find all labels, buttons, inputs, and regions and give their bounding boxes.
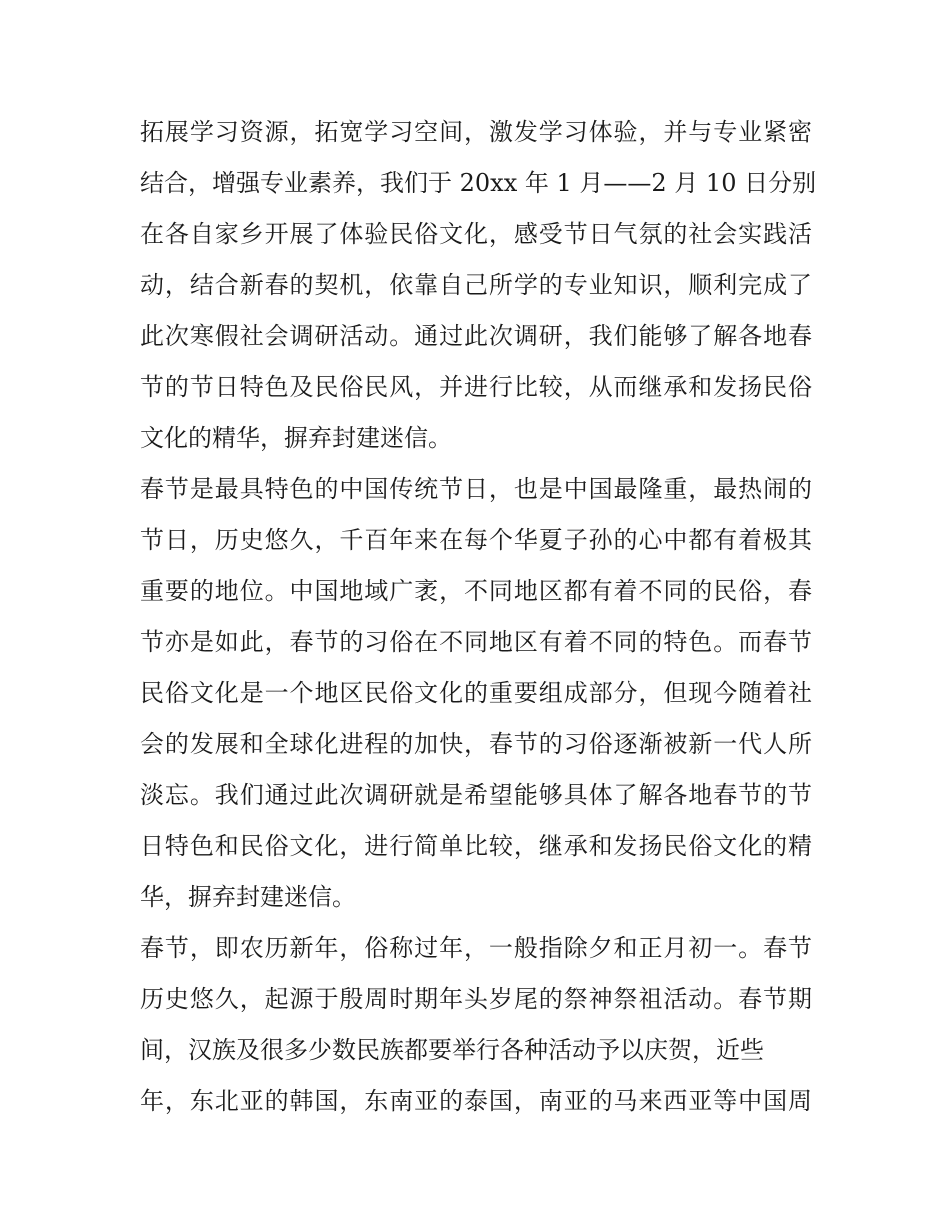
text-line: 春节是最具特色的中国传统节日，也是中国最隆重，最热闹的: [140, 475, 812, 503]
text-line: 重要的地位。中国地域广袤，不同地区都有着不同的民俗，春: [140, 577, 812, 605]
text-line: 在各自家乡开展了体验民俗文化，感受节日气氛的社会实践活: [140, 220, 812, 248]
text-line: 年，东北亚的韩国，东南亚的泰国，南亚的马来西亚等中国周: [140, 1087, 812, 1115]
text-line: 文化的精华，摒弃封建迷信。: [140, 424, 452, 452]
text-line: 节日，历史悠久，千百年来在每个华夏子孙的心中都有着极其: [140, 526, 812, 554]
text-line: 淡忘。我们通过此次调研就是希望能够具体了解各地春节的节: [140, 781, 812, 809]
text-line: 会的发展和全球化进程的加快，春节的习俗逐渐被新一代人所: [140, 730, 812, 758]
text-line: 此次寒假社会调研活动。通过此次调研，我们能够了解各地春: [140, 322, 812, 350]
text-line: 结合，增强专业素养，我们于 20xx 年 1 月——2 月 10 日分别: [140, 169, 817, 197]
text-line: 春节，即农历新年，俗称过年，一般指除夕和正月初一。春节: [140, 934, 812, 962]
text-line: 历史悠久，起源于殷周时期年头岁尾的祭神祭祖活动。春节期: [140, 985, 812, 1013]
text-line: 节亦是如此，春节的习俗在不同地区有着不同的特色。而春节: [140, 628, 812, 656]
text-line: 间，汉族及很多少数民族都要举行各种活动予以庆贺，近些: [140, 1036, 764, 1064]
text-line: 华，摒弃封建迷信。: [140, 883, 356, 911]
text-line: 拓展学习资源，拓宽学习空间，激发学习体验，并与专业紧密: [140, 118, 812, 146]
text-line: 动，结合新春的契机，依靠自己所学的专业知识，顺利完成了: [140, 271, 812, 299]
text-line: 民俗文化是一个地区民俗文化的重要组成部分，但现今随着社: [140, 679, 812, 707]
text-line: 日特色和民俗文化，进行简单比较，继承和发扬民俗文化的精: [140, 832, 812, 860]
text-line: 节的节日特色及民俗民风，并进行比较，从而继承和发扬民俗: [140, 373, 812, 401]
